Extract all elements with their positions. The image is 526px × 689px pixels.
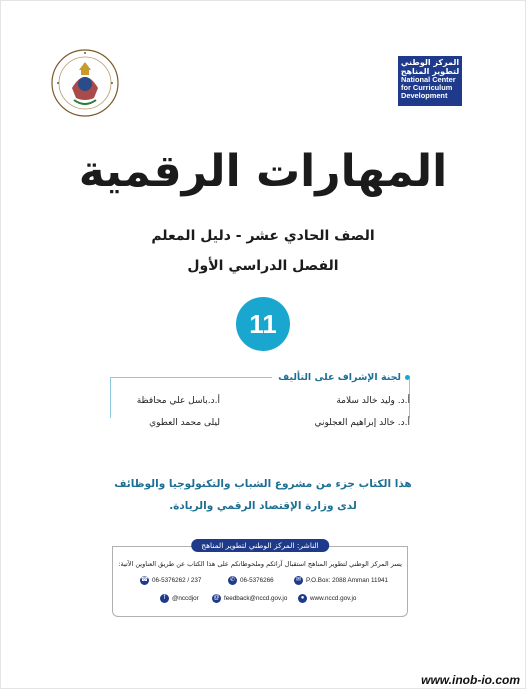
subtitle-grade: الصف الحادي عشر - دليل المعلم bbox=[151, 228, 375, 244]
logo-arabic-line-2: لتطوير المناهج bbox=[400, 67, 460, 76]
facebook-icon: f bbox=[160, 594, 169, 603]
project-description-line-1: هذا الكتاب جزء من مشروع الشباب والتكنولوجيا والوظائف bbox=[114, 478, 412, 490]
site-watermark: www.inob-io.com bbox=[421, 673, 520, 687]
logo-english-line-1: National Center bbox=[401, 75, 456, 84]
grade-badge: 11 bbox=[236, 297, 290, 351]
committee-header bbox=[110, 372, 410, 383]
phone-icon: ✆ bbox=[229, 577, 236, 583]
globe-icon: ● bbox=[298, 594, 307, 603]
committee-name: أ.د.باسل علي محافظة bbox=[136, 396, 220, 406]
committee-heading: لجنة الإشراف على التأليف bbox=[278, 372, 401, 383]
subtitle-semester: الفصل الدراسي الأول bbox=[187, 258, 339, 274]
committee-name: أ.د. خالد إبراهيم العجلوني bbox=[314, 418, 410, 428]
website-url[interactable]: www.nccd.gov.jo bbox=[310, 595, 357, 602]
publisher-label: الناشر: المركز الوطني لتطوير المناهج bbox=[191, 539, 329, 552]
committee-name: ليلى محمد العطوي bbox=[149, 418, 220, 428]
fax-number: 06-5376262 / 237 bbox=[152, 577, 202, 584]
email-address[interactable]: feedback@nccd.gov.jo bbox=[224, 595, 288, 602]
pobox-address: P.O.Box: 2088 Amman 11941 bbox=[306, 577, 389, 584]
logo-english-line-2: for Curriculum bbox=[401, 83, 453, 92]
mailbox-icon: ✉ bbox=[295, 577, 302, 583]
project-description-line-2: لدى وزارة الإقتصاد الرقمي والريادة. bbox=[169, 500, 357, 512]
fax-contact bbox=[140, 576, 201, 585]
phone-contact bbox=[228, 576, 274, 585]
committee-divider bbox=[110, 377, 272, 378]
nccd-logo bbox=[398, 56, 462, 106]
facebook-handle[interactable]: @nccdjor bbox=[172, 595, 199, 602]
committee-section bbox=[110, 372, 410, 448]
logo-english-line-3: Development bbox=[401, 91, 448, 100]
facebook-contact[interactable] bbox=[160, 594, 199, 603]
logo-arabic-line-1: المركز الوطني bbox=[400, 58, 460, 67]
pobox-contact bbox=[294, 576, 388, 585]
email-icon: @ bbox=[213, 595, 220, 601]
jordan-coat-of-arms-icon bbox=[50, 48, 120, 118]
email-contact[interactable] bbox=[212, 594, 287, 603]
publisher-box bbox=[112, 541, 408, 618]
phone-number: 06-5376266 bbox=[240, 577, 274, 584]
book-title: المهارات الرقمية bbox=[78, 146, 448, 197]
publisher-note: يسر المركز الوطني لتطوير المناهج استقبال آرائكم وملحوظاتكم على هذا الكتاب عن طريق العناوين الآتية: bbox=[118, 560, 402, 568]
committee-name: أ.د. وليد خالد سلامة bbox=[336, 396, 410, 406]
website-contact[interactable] bbox=[298, 594, 356, 603]
committee-bracket-left bbox=[110, 378, 117, 418]
fax-icon: ☎ bbox=[140, 577, 149, 583]
